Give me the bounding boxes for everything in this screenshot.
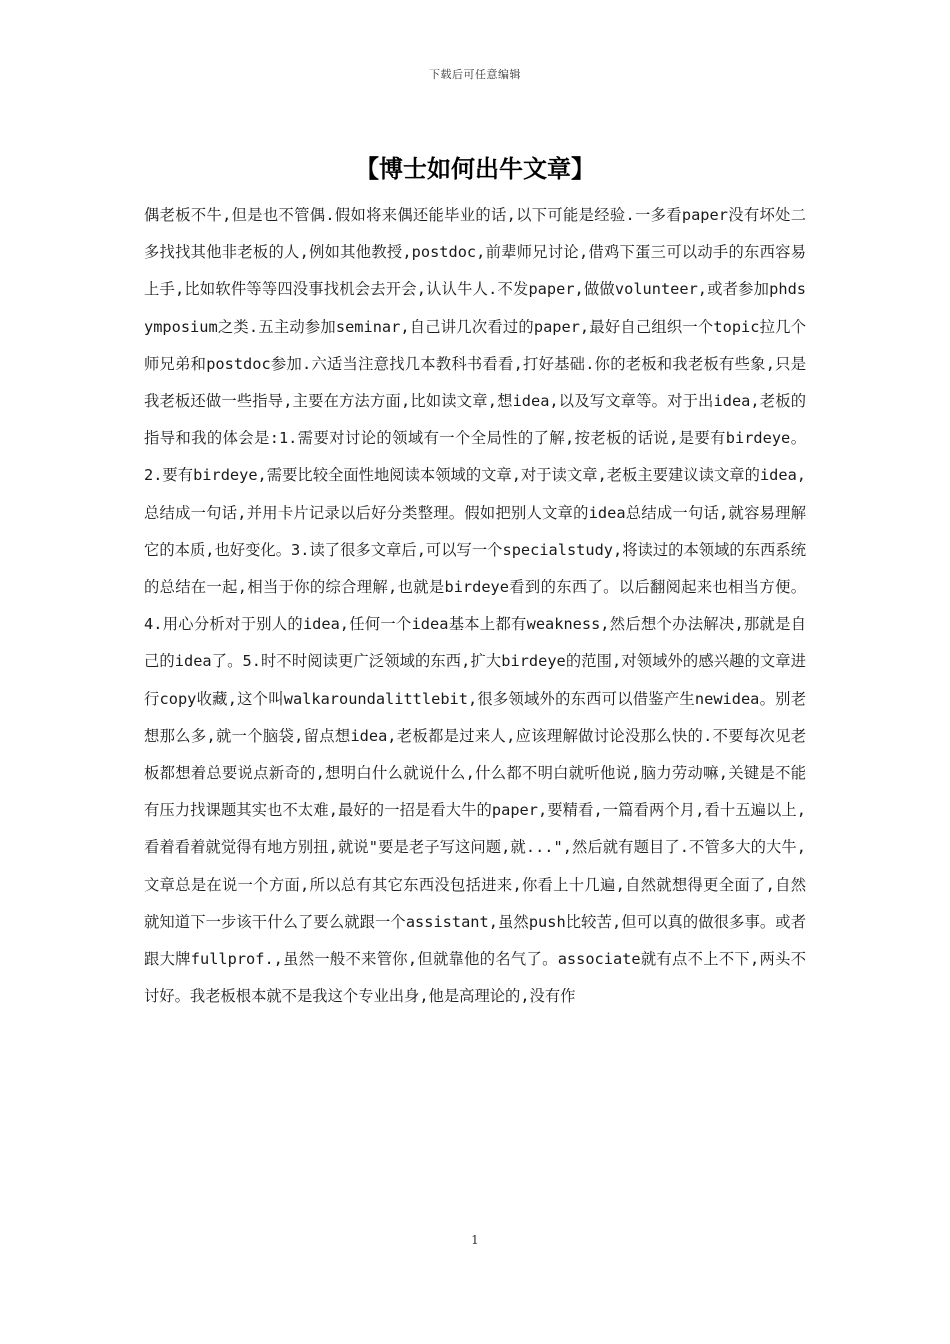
page-header-note: 下载后可任意编辑 — [429, 68, 521, 81]
document-body-paragraph: 偶老板不牛,但是也不管偶.假如将来偶还能毕业的话,以下可能是经验.一多看paper没有坏处二多找找其他非老板的人,例如其他教授,postdoc,前辈师兄讨论,借鸡下蛋三可以动手的东西容易上手,比如软件等等四没事找机会去开会,认认牛人.不发paper,做做volunteer,或者参加phdsymposium之类.五主动参加seminar,自己讲几次看过的paper,最好自己组织一个topic拉几个师兄弟和postdoc参加.六适当注意找几本教科书看看,打好基础.你的老板和我老板有些象,只是我老板还做一些指导,主要在方法方面,比如读文章,想idea,以及写文章等。对于出idea,老板的指导和我的体会是:1.需要对讨论的领域有一个全局性的了解,按老板的话说,是要有birdeye。2.要有birdeye,需要比较全面性地阅读本领域的文章,对于读文章,老板主要建议读文章的idea,总结成一句话,并用卡片记录以后好分类整理。假如把别人文章的idea总结成一句话,就容易理解它的本质,也好变化。3.读了很多文章后,可以写一个specialstudy,将读过的本领域的东西系统的总结在一起,相当于你的综合理解,也就是birdeye看到的东西了。以后翻阅起来也相当方便。4.用心分析对于别人的idea,任何一个idea基本上都有weakness,然后想个办法解决,那就是自己的idea了。5.时不时阅读更广泛领域的东西,扩大birdeye的范围,对领域外的感兴趣的文章进行copy收藏,这个叫walkaroundalittlebit,很多领域外的东西可以借鉴产生newidea。别老想那么多,就一个脑袋,留点想idea,老板都是过来人,应该理解做讨论没那么快的.不要每次见老板都想着总要说点新奇的,想明白什么就说什么,什么都不明白就听他说,脑力劳动嘛,关键是不能有压力找课题其实也不太难,最好的一招是看大牛的paper,要精看,一篇看两个月,看十五遍以上,看着看着就觉得有地方别扭,就说"要是老子写这问题,就...",然后就有题目了.不管多大的大牛,文章总是在说一个方面,所以总有其它东西没包括进来,你看上十几遍,自然就想得更全面了,自然就知道下一步该干什么了要么就跟一个assistant,虽然push比较苦,但可以真的做很多事。或者跟大牌fullprof.,虽然一般不来管你,但就靠他的名气了。associate就有点不上不下,两头不讨好。我老板根本就不是我这个专业出身,他是高理论的,没有作 — [144, 206, 806, 1006]
page-number: 1 — [471, 1233, 479, 1247]
document-title: 【博士如何出牛文章】 — [355, 155, 595, 183]
